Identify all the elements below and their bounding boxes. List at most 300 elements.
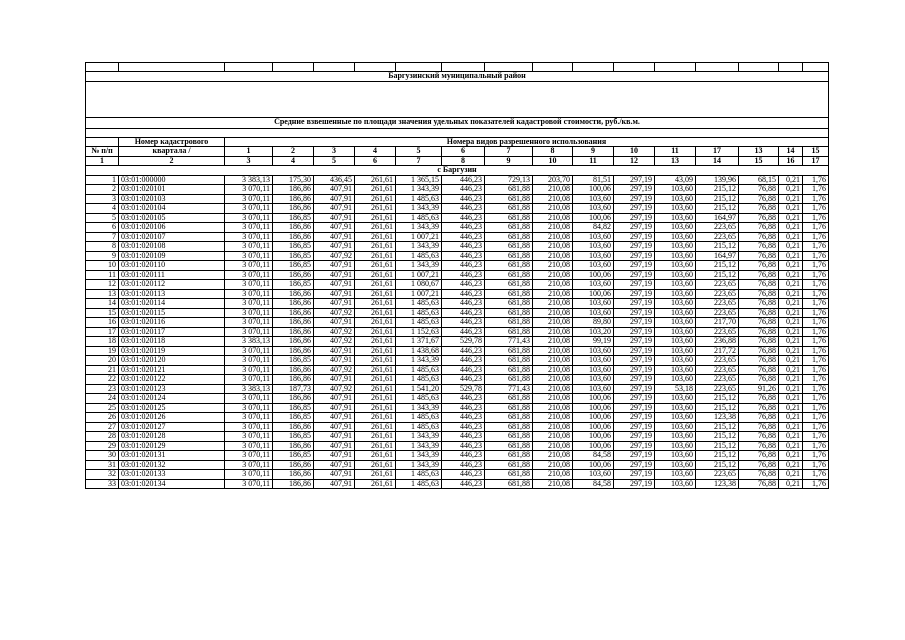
value-cell: 261,61: [355, 194, 396, 204]
row-number: 15: [86, 308, 119, 318]
column-number: 9: [485, 156, 533, 166]
value-cell: 103,60: [655, 441, 696, 451]
value-cell: 446,23: [442, 308, 485, 318]
value-cell: 3 070,11: [225, 289, 273, 299]
value-cell: 297,19: [614, 327, 655, 337]
value-cell: 446,23: [442, 451, 485, 461]
value-cell: 210,08: [533, 232, 573, 242]
value-cell: 0,21: [779, 460, 803, 470]
value-cell: 1 007,21: [396, 232, 442, 242]
value-cell: 0,21: [779, 403, 803, 413]
value-cell: 3 070,11: [225, 242, 273, 252]
value-cell: 261,61: [355, 365, 396, 375]
value-cell: 407,91: [314, 460, 355, 470]
cadastral-value-table: [85, 62, 829, 489]
value-cell: 223,65: [696, 470, 739, 480]
value-cell: 407,91: [314, 432, 355, 442]
table-row: [86, 223, 829, 233]
cadastral-number: 03:01:020127: [119, 422, 225, 432]
region-title-row: [86, 72, 829, 82]
value-cell: 215,12: [696, 270, 739, 280]
value-cell: 407,91: [314, 299, 355, 309]
value-cell: 681,88: [485, 346, 533, 356]
value-cell: 103,20: [573, 327, 614, 337]
value-cell: 297,19: [614, 223, 655, 233]
value-cell: 1 343,39: [396, 223, 442, 233]
table-row: [86, 470, 829, 480]
value-cell: 297,19: [614, 251, 655, 261]
value-cell: 681,88: [485, 289, 533, 299]
use-type-header: 13: [739, 147, 779, 157]
value-cell: 681,88: [485, 194, 533, 204]
value-cell: 771,43: [485, 384, 533, 394]
value-cell: 446,23: [442, 251, 485, 261]
value-cell: 3 070,11: [225, 403, 273, 413]
table-row: [86, 365, 829, 375]
value-cell: 297,19: [614, 384, 655, 394]
value-cell: 1 485,63: [396, 413, 442, 423]
value-cell: 261,61: [355, 223, 396, 233]
value-cell: 103,60: [655, 375, 696, 385]
cadastral-number: 03:01:020113: [119, 289, 225, 299]
value-cell: 3 070,11: [225, 270, 273, 280]
value-cell: 84,58: [573, 479, 614, 489]
value-cell: 103,60: [655, 289, 696, 299]
column-number: 16: [779, 156, 803, 166]
column-number: 3: [225, 156, 273, 166]
value-cell: 1 485,63: [396, 318, 442, 328]
row-number: 33: [86, 479, 119, 489]
row-number: 5: [86, 213, 119, 223]
value-cell: 123,38: [696, 479, 739, 489]
value-cell: 3 070,11: [225, 365, 273, 375]
value-cell: 446,23: [442, 413, 485, 423]
value-cell: 1 007,21: [396, 289, 442, 299]
column-number: 6: [355, 156, 396, 166]
value-cell: 103,60: [655, 318, 696, 328]
value-cell: 681,88: [485, 470, 533, 480]
value-cell: 100,06: [573, 213, 614, 223]
column-number: 11: [573, 156, 614, 166]
blank-row: [86, 63, 829, 72]
value-cell: 407,91: [314, 403, 355, 413]
table-row: [86, 204, 829, 214]
value-cell: 261,61: [355, 289, 396, 299]
value-cell: 407,91: [314, 318, 355, 328]
value-cell: 1,76: [803, 337, 829, 347]
value-cell: 407,92: [314, 251, 355, 261]
value-cell: 223,65: [696, 375, 739, 385]
value-cell: 164,97: [696, 251, 739, 261]
value-cell: 186,86: [273, 337, 314, 347]
value-cell: 0,21: [779, 441, 803, 451]
table-row: [86, 289, 829, 299]
value-cell: 1 485,63: [396, 251, 442, 261]
use-type-header: 10: [614, 147, 655, 157]
value-cell: 446,23: [442, 403, 485, 413]
value-cell: 68,15: [739, 175, 779, 185]
column-number: 13: [655, 156, 696, 166]
value-cell: 3 070,11: [225, 422, 273, 432]
value-cell: 446,23: [442, 204, 485, 214]
value-cell: 103,60: [573, 242, 614, 252]
value-cell: 1,76: [803, 356, 829, 366]
cadastral-number: 03:01:020117: [119, 327, 225, 337]
value-cell: 103,60: [655, 413, 696, 423]
value-cell: 297,19: [614, 346, 655, 356]
value-cell: 446,23: [442, 175, 485, 185]
cadastral-number: 03:01:020132: [119, 460, 225, 470]
row-number: 12: [86, 280, 119, 290]
column-numbers-row: [86, 156, 829, 166]
value-cell: 203,70: [533, 175, 573, 185]
value-cell: 1,76: [803, 432, 829, 442]
header-row-2: [86, 147, 829, 157]
value-cell: 407,91: [314, 346, 355, 356]
value-cell: 81,51: [573, 175, 614, 185]
value-cell: 0,21: [779, 327, 803, 337]
value-cell: 91,26: [739, 384, 779, 394]
value-cell: 297,19: [614, 185, 655, 195]
value-cell: 103,60: [655, 242, 696, 252]
value-cell: 3 070,11: [225, 251, 273, 261]
value-cell: 3 070,11: [225, 470, 273, 480]
value-cell: 175,30: [273, 175, 314, 185]
value-cell: 681,88: [485, 204, 533, 214]
row-number: 24: [86, 394, 119, 404]
value-cell: 261,61: [355, 346, 396, 356]
row-number: 8: [86, 242, 119, 252]
value-cell: 3 070,11: [225, 213, 273, 223]
value-cell: 1,76: [803, 261, 829, 271]
value-cell: 3 070,11: [225, 204, 273, 214]
use-type-header: 3: [314, 147, 355, 157]
table-row: [86, 451, 829, 461]
value-cell: 1 343,39: [396, 204, 442, 214]
table-row: [86, 318, 829, 328]
value-cell: 186,86: [273, 365, 314, 375]
value-cell: 103,60: [573, 384, 614, 394]
value-cell: 76,88: [739, 346, 779, 356]
value-cell: 407,91: [314, 394, 355, 404]
value-cell: 100,06: [573, 432, 614, 442]
table-row: [86, 356, 829, 366]
value-cell: 186,85: [273, 280, 314, 290]
value-cell: 76,88: [739, 356, 779, 366]
value-cell: 84,58: [573, 451, 614, 461]
value-cell: 0,21: [779, 451, 803, 461]
column-number: 12: [614, 156, 655, 166]
value-cell: 1,76: [803, 185, 829, 195]
value-cell: 0,21: [779, 308, 803, 318]
value-cell: 261,61: [355, 242, 396, 252]
value-cell: 407,91: [314, 270, 355, 280]
value-cell: 217,70: [696, 318, 739, 328]
cadastral-number: 03:01:020116: [119, 318, 225, 328]
value-cell: 1,76: [803, 242, 829, 252]
value-cell: 1,76: [803, 251, 829, 261]
row-number: 28: [86, 432, 119, 442]
value-cell: 1 541,20: [396, 384, 442, 394]
value-cell: 407,91: [314, 204, 355, 214]
value-cell: 681,88: [485, 327, 533, 337]
value-cell: 43,09: [655, 175, 696, 185]
value-cell: 446,23: [442, 394, 485, 404]
value-cell: 261,61: [355, 308, 396, 318]
column-number: 4: [273, 156, 314, 166]
value-cell: 729,13: [485, 175, 533, 185]
value-cell: 681,88: [485, 308, 533, 318]
value-cell: 103,60: [655, 365, 696, 375]
value-cell: 446,23: [442, 327, 485, 337]
use-type-header: 6: [442, 147, 485, 157]
table-row: [86, 403, 829, 413]
value-cell: 76,88: [739, 337, 779, 347]
value-cell: 1,76: [803, 223, 829, 233]
value-cell: 210,08: [533, 413, 573, 423]
row-number: 11: [86, 270, 119, 280]
value-cell: 261,61: [355, 251, 396, 261]
value-cell: 0,21: [779, 213, 803, 223]
value-cell: 76,88: [739, 299, 779, 309]
value-cell: 186,86: [273, 223, 314, 233]
column-number: 14: [696, 156, 739, 166]
value-cell: 210,08: [533, 242, 573, 252]
value-cell: 53,18: [655, 384, 696, 394]
value-cell: 681,88: [485, 299, 533, 309]
value-cell: 76,88: [739, 213, 779, 223]
value-cell: 446,23: [442, 289, 485, 299]
value-cell: 3 070,11: [225, 318, 273, 328]
use-type-header: 4: [355, 147, 396, 157]
value-cell: 186,85: [273, 251, 314, 261]
value-cell: 681,88: [485, 185, 533, 195]
value-cell: 215,12: [696, 441, 739, 451]
value-cell: 446,23: [442, 242, 485, 252]
row-number: 2: [86, 185, 119, 195]
value-cell: 186,86: [273, 194, 314, 204]
row-number: 6: [86, 223, 119, 233]
value-cell: 407,91: [314, 375, 355, 385]
row-number: 23: [86, 384, 119, 394]
section-row: [86, 166, 829, 176]
value-cell: 76,88: [739, 204, 779, 214]
value-cell: 84,82: [573, 223, 614, 233]
value-cell: 3 070,11: [225, 413, 273, 423]
value-cell: 529,78: [442, 384, 485, 394]
value-cell: 103,60: [655, 327, 696, 337]
value-cell: 215,12: [696, 460, 739, 470]
table-row: [86, 422, 829, 432]
value-cell: 297,19: [614, 242, 655, 252]
header-row-1: [86, 137, 829, 147]
value-cell: 164,97: [696, 213, 739, 223]
value-cell: 297,19: [614, 394, 655, 404]
value-cell: 1,76: [803, 441, 829, 451]
value-cell: 261,61: [355, 422, 396, 432]
cadastral-number: 03:01:020122: [119, 375, 225, 385]
value-cell: 0,21: [779, 299, 803, 309]
value-cell: 1 485,63: [396, 213, 442, 223]
value-cell: 186,86: [273, 204, 314, 214]
value-cell: 297,19: [614, 280, 655, 290]
value-cell: 407,91: [314, 280, 355, 290]
value-cell: 223,65: [696, 232, 739, 242]
value-cell: 407,91: [314, 242, 355, 252]
value-cell: 1,76: [803, 460, 829, 470]
value-cell: 1,76: [803, 232, 829, 242]
value-cell: 261,61: [355, 204, 396, 214]
value-cell: 76,88: [739, 308, 779, 318]
column-number: 10: [533, 156, 573, 166]
value-cell: 297,19: [614, 432, 655, 442]
use-type-header: 11: [655, 147, 696, 157]
value-cell: 3 070,11: [225, 460, 273, 470]
value-cell: 103,60: [573, 365, 614, 375]
value-cell: 407,92: [314, 308, 355, 318]
value-cell: 1 080,67: [396, 280, 442, 290]
cadastral-number: 03:01:020126: [119, 413, 225, 423]
value-cell: 215,12: [696, 451, 739, 461]
value-cell: 76,88: [739, 251, 779, 261]
value-cell: 186,86: [273, 375, 314, 385]
value-cell: 1 485,63: [396, 308, 442, 318]
value-cell: 103,60: [573, 375, 614, 385]
value-cell: 210,08: [533, 365, 573, 375]
value-cell: 1,76: [803, 194, 829, 204]
value-cell: 210,08: [533, 403, 573, 413]
value-cell: 446,23: [442, 299, 485, 309]
table-row: [86, 185, 829, 195]
value-cell: 0,21: [779, 232, 803, 242]
value-cell: 76,88: [739, 460, 779, 470]
row-number: 29: [86, 441, 119, 451]
value-cell: 297,19: [614, 194, 655, 204]
value-cell: 186,86: [273, 479, 314, 489]
value-cell: 681,88: [485, 365, 533, 375]
value-cell: 681,88: [485, 223, 533, 233]
value-cell: 186,85: [273, 356, 314, 366]
value-cell: 0,21: [779, 318, 803, 328]
value-cell: 186,86: [273, 289, 314, 299]
value-cell: 1 343,39: [396, 460, 442, 470]
value-cell: 3 070,11: [225, 479, 273, 489]
value-cell: 446,23: [442, 213, 485, 223]
value-cell: 210,08: [533, 270, 573, 280]
value-cell: 103,60: [573, 204, 614, 214]
table-row: [86, 261, 829, 271]
value-cell: 261,61: [355, 394, 396, 404]
value-cell: 186,86: [273, 232, 314, 242]
value-cell: 1 485,63: [396, 470, 442, 480]
value-cell: 1 152,63: [396, 327, 442, 337]
value-cell: 210,08: [533, 356, 573, 366]
row-number: 3: [86, 194, 119, 204]
value-cell: 407,92: [314, 337, 355, 347]
value-cell: 407,91: [314, 223, 355, 233]
column-number: 8: [442, 156, 485, 166]
value-cell: 1 343,39: [396, 185, 442, 195]
value-cell: 297,19: [614, 289, 655, 299]
value-cell: 681,88: [485, 479, 533, 489]
value-cell: 436,45: [314, 175, 355, 185]
value-cell: 76,88: [739, 403, 779, 413]
value-cell: 0,21: [779, 413, 803, 423]
value-cell: 297,19: [614, 375, 655, 385]
table-row: [86, 337, 829, 347]
cadastral-number: 03:01:020129: [119, 441, 225, 451]
value-cell: 297,19: [614, 232, 655, 242]
value-cell: 0,21: [779, 242, 803, 252]
value-cell: 103,60: [655, 299, 696, 309]
row-number: 17: [86, 327, 119, 337]
value-cell: 103,60: [573, 232, 614, 242]
value-cell: 223,65: [696, 365, 739, 375]
value-cell: 76,88: [739, 185, 779, 195]
value-cell: 297,19: [614, 204, 655, 214]
value-cell: 261,61: [355, 413, 396, 423]
table-row: [86, 479, 829, 489]
value-cell: 103,60: [573, 356, 614, 366]
table-row: [86, 232, 829, 242]
value-cell: 76,88: [739, 223, 779, 233]
value-cell: 103,60: [573, 346, 614, 356]
value-cell: 210,08: [533, 194, 573, 204]
value-cell: 0,21: [779, 185, 803, 195]
value-cell: 1 007,21: [396, 270, 442, 280]
value-cell: 223,65: [696, 327, 739, 337]
value-cell: 407,92: [314, 365, 355, 375]
value-cell: 76,88: [739, 270, 779, 280]
table-row: [86, 441, 829, 451]
cadastral-number: 03:01:020133: [119, 470, 225, 480]
value-cell: 446,23: [442, 460, 485, 470]
value-cell: 89,80: [573, 318, 614, 328]
value-cell: 297,19: [614, 479, 655, 489]
value-cell: 297,19: [614, 365, 655, 375]
value-cell: 1 485,63: [396, 422, 442, 432]
value-cell: 186,85: [273, 432, 314, 442]
value-cell: 407,91: [314, 479, 355, 489]
value-cell: 681,88: [485, 232, 533, 242]
value-cell: 407,91: [314, 261, 355, 271]
value-cell: 446,23: [442, 194, 485, 204]
value-cell: 261,61: [355, 318, 396, 328]
value-cell: 1 343,39: [396, 451, 442, 461]
value-cell: 261,61: [355, 280, 396, 290]
value-cell: 186,86: [273, 308, 314, 318]
value-cell: 261,61: [355, 327, 396, 337]
value-cell: 123,38: [696, 413, 739, 423]
value-cell: 1,76: [803, 365, 829, 375]
value-cell: 261,61: [355, 261, 396, 271]
value-cell: 261,61: [355, 403, 396, 413]
value-cell: 1,76: [803, 308, 829, 318]
value-cell: 103,60: [573, 194, 614, 204]
value-cell: 186,85: [273, 451, 314, 461]
value-cell: 407,91: [314, 213, 355, 223]
table-row: [86, 251, 829, 261]
value-cell: 261,61: [355, 185, 396, 195]
cadastral-header-line2: квартала /: [119, 147, 225, 157]
value-cell: 210,08: [533, 432, 573, 442]
value-cell: 103,60: [573, 280, 614, 290]
value-cell: 223,65: [696, 384, 739, 394]
row-number: 21: [86, 365, 119, 375]
value-cell: 186,86: [273, 270, 314, 280]
value-cell: 186,85: [273, 213, 314, 223]
value-cell: 103,60: [573, 470, 614, 480]
